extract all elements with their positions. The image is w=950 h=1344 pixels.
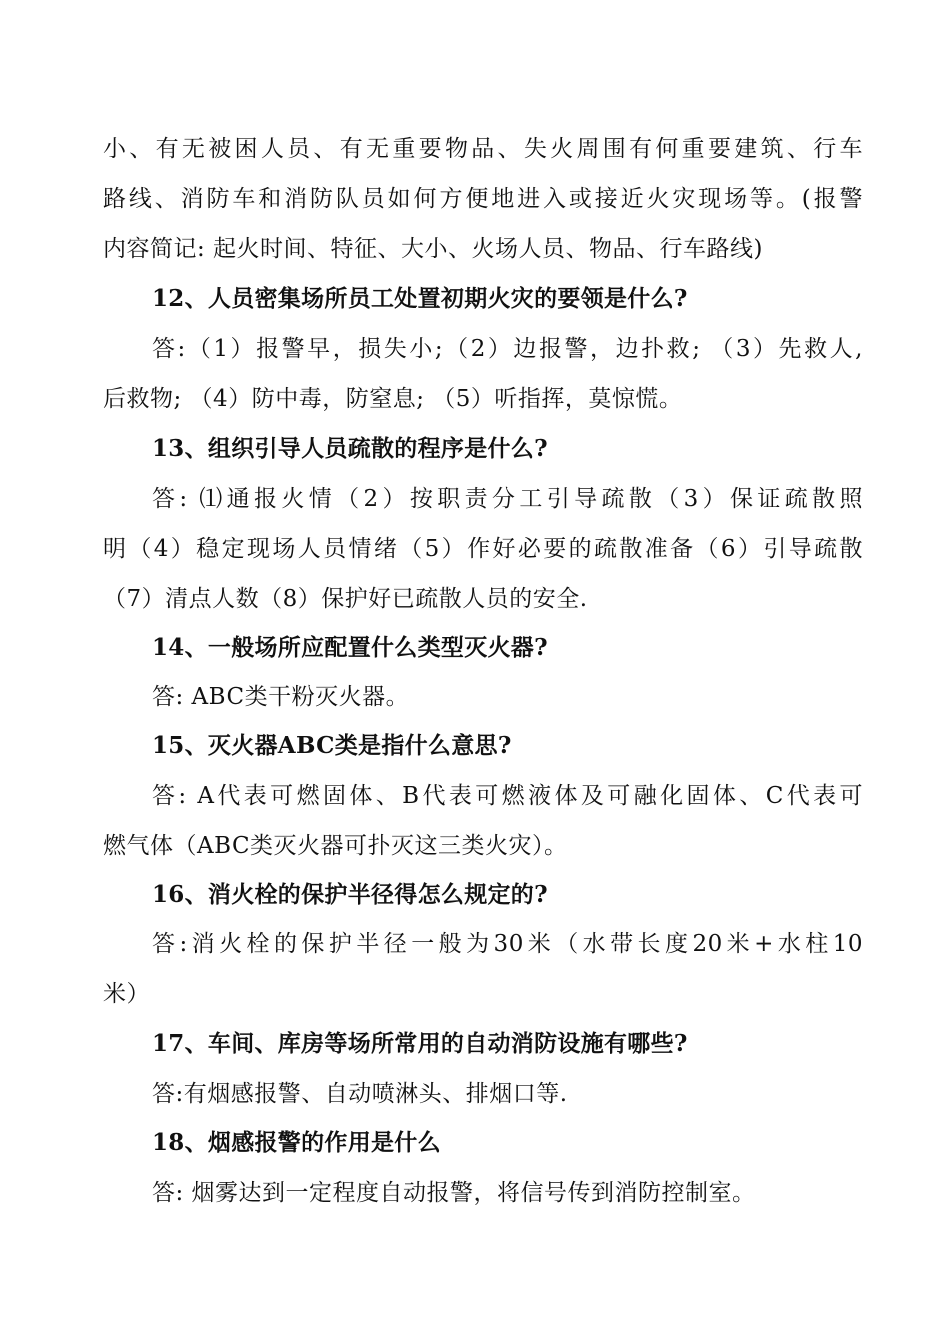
- question-heading: 13、组织引导人员疏散的程序是什么?: [152, 435, 548, 462]
- answer-line: 答: 烟雾达到一定程度自动报警，将信号传到消防控制室。: [152, 1180, 756, 1206]
- answer-line: 答: ⑴通报火情（2）按职责分工引导疏散（3）保证疏散照: [152, 486, 863, 512]
- answer-line: 答: A代表可燃固体、B代表可燃液体及可融化固体、C代表可: [152, 783, 863, 809]
- question-heading: 14、一般场所应配置什么类型灭火器?: [152, 634, 548, 661]
- paragraph-line: 路线、消防车和消防队员如何方便地进入或接近火灾现场等。(报警: [103, 186, 863, 212]
- answer-line: 米）: [103, 981, 150, 1007]
- question-heading: 18、烟感报警的作用是什么: [152, 1129, 441, 1156]
- paragraph-line: 小、有无被困人员、有无重要物品、失火周围有何重要建筑、行车: [103, 136, 863, 162]
- question-heading: 15、灭火器ABC类是指什么意思?: [152, 732, 512, 759]
- paragraph-line: 内容简记: 起火时间、特征、大小、火场人员、物品、行车路线): [103, 236, 764, 262]
- question-heading: 17、车间、库房等场所常用的自动消防设施有哪些?: [152, 1030, 688, 1057]
- question-heading: 16、消火栓的保护半径得怎么规定的?: [152, 881, 548, 908]
- answer-line: 答:有烟感报警、自动喷淋头、排烟口等.: [152, 1081, 568, 1107]
- answer-line: 答:消火栓的保护半径一般为30米（水带长度20米+水柱10: [152, 931, 863, 957]
- answer-line: （7）清点人数（8）保护好已疏散人员的安全.: [103, 586, 588, 612]
- answer-line: 答:（1）报警早，损失小;（2）边报警，边扑救; （3）先救人,: [152, 336, 863, 362]
- answer-line: 燃气体（ABC类灭火器可扑灭这三类火灾）。: [103, 833, 568, 859]
- answer-line: 答: ABC类干粉灭火器。: [152, 684, 410, 710]
- answer-line: 明（4）稳定现场人员情绪（5）作好必要的疏散准备（6）引导疏散: [103, 536, 863, 562]
- question-heading: 12、人员密集场所员工处置初期火灾的要领是什么?: [152, 285, 688, 312]
- answer-line: 后救物; （4）防中毒，防窒息; （5）听指挥，莫惊慌。: [103, 386, 683, 412]
